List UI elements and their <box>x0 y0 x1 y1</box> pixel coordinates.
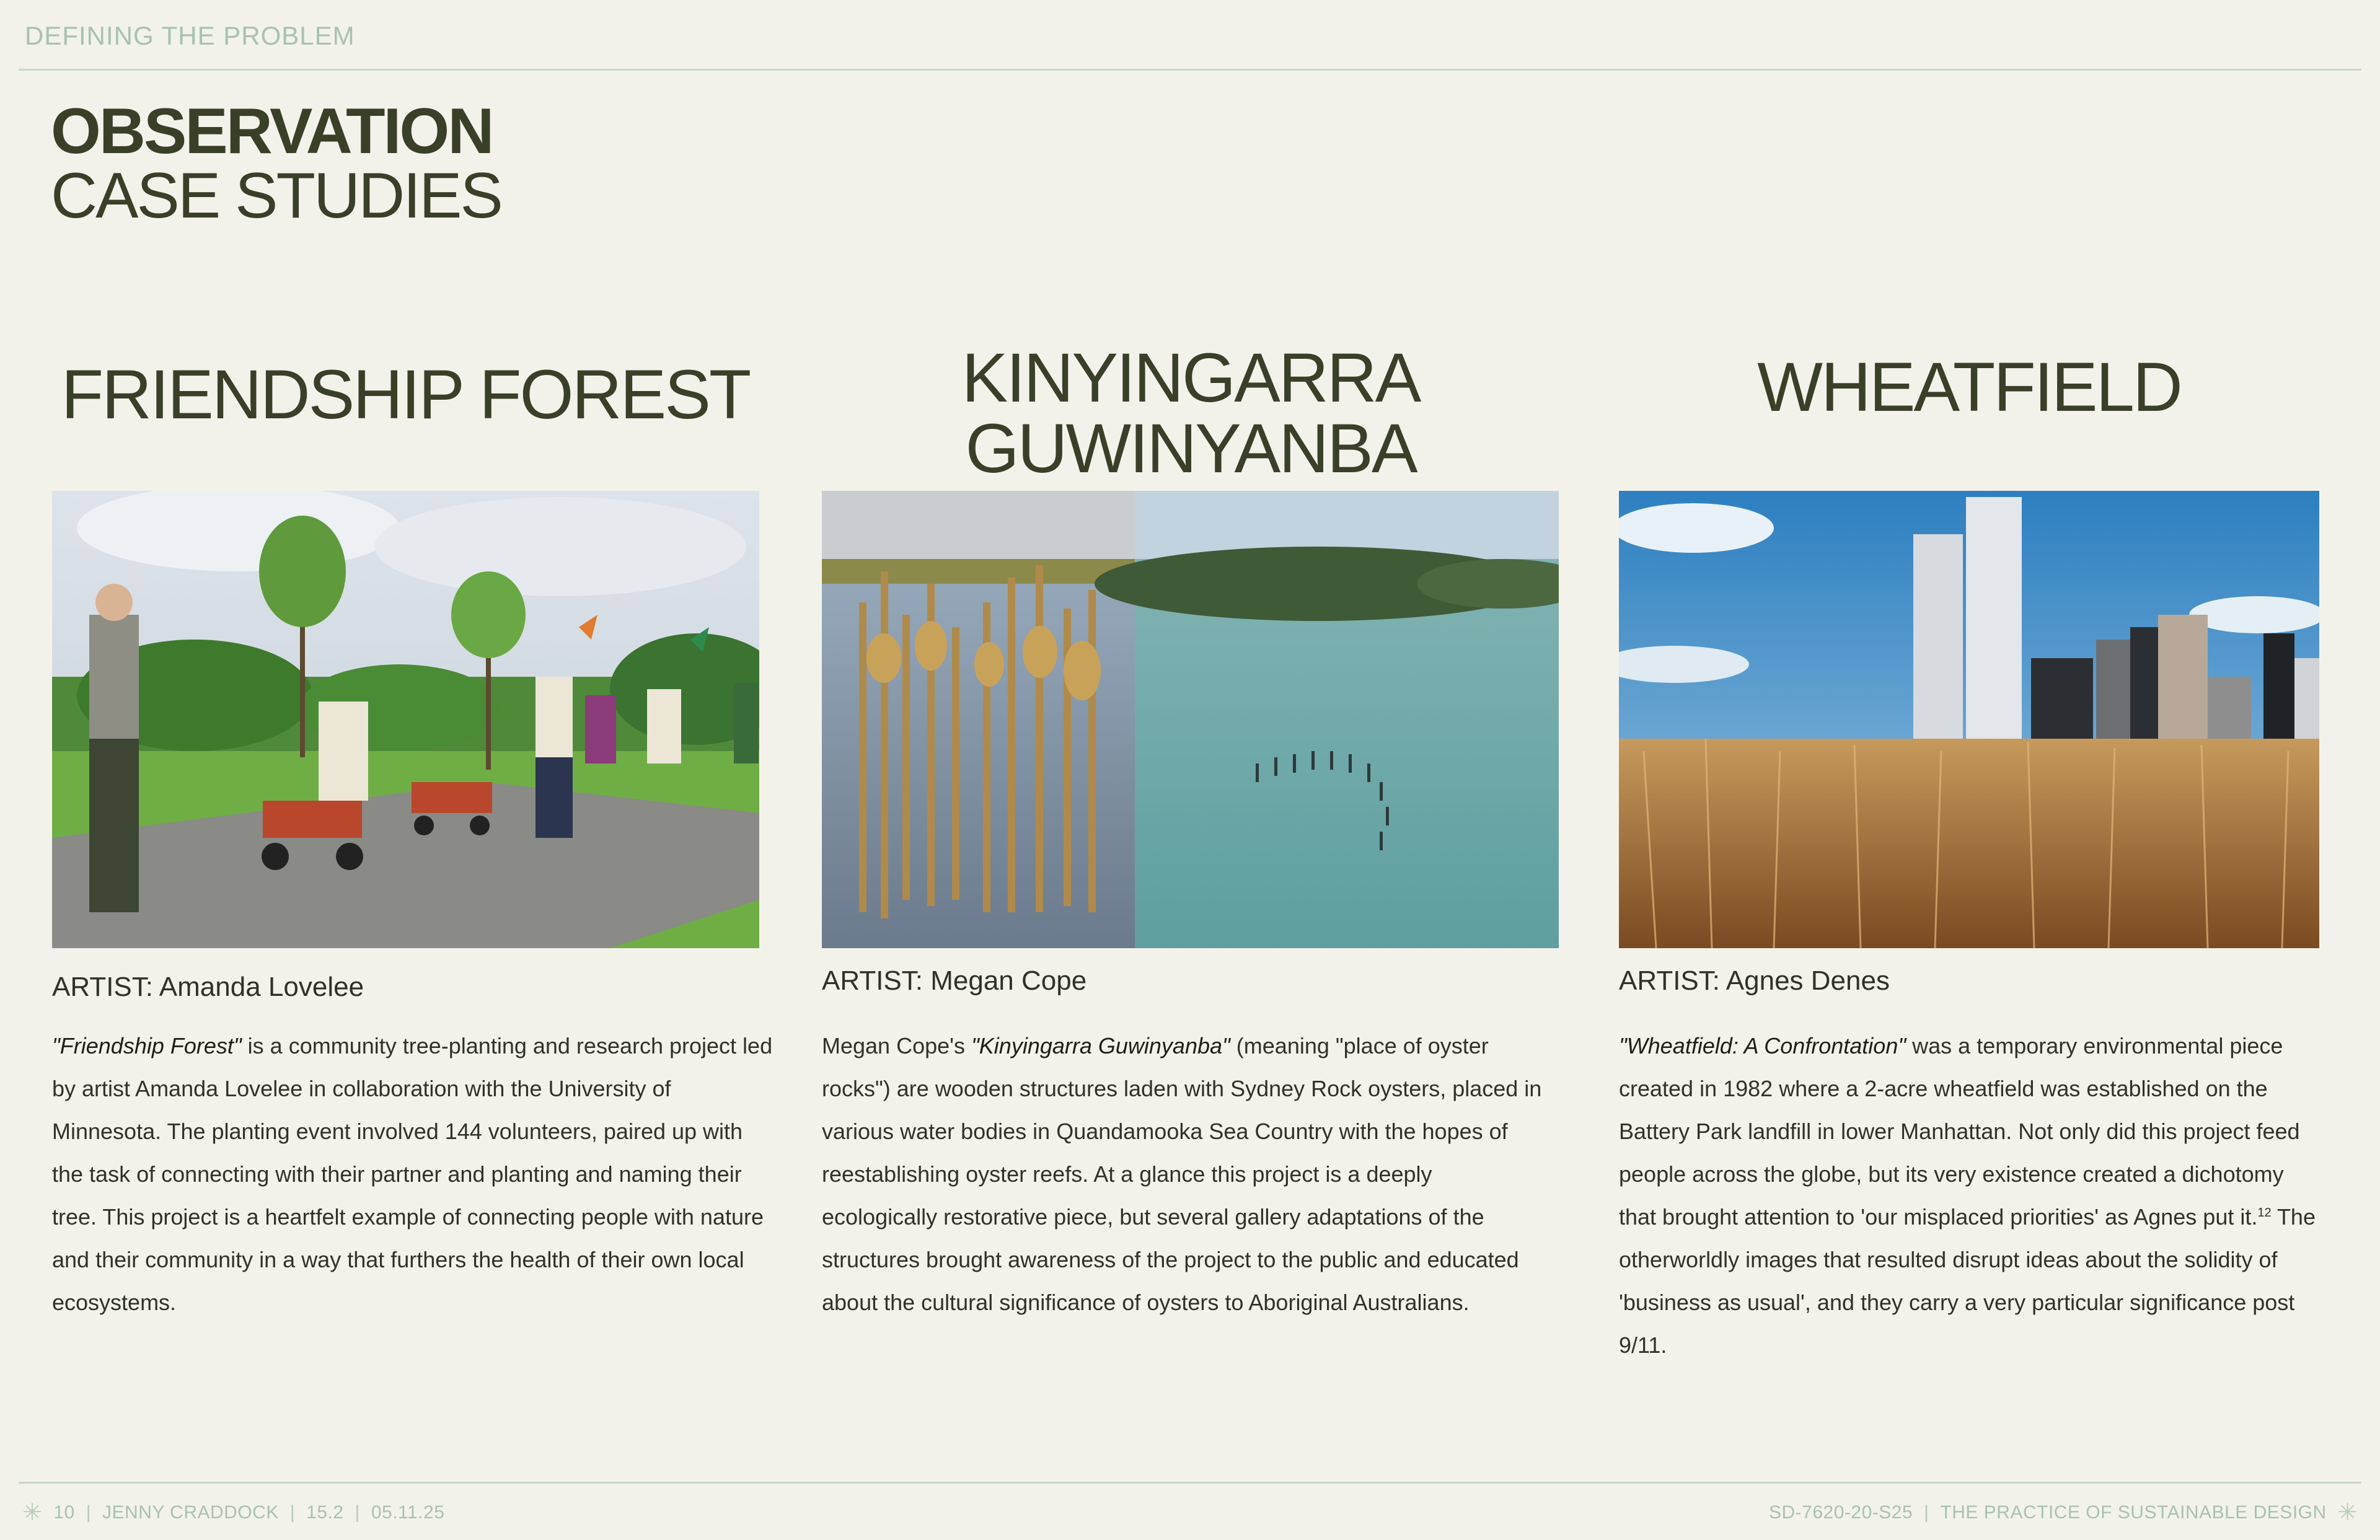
date: 05.11.25 <box>371 1502 445 1523</box>
star-icon: ✳ <box>22 1500 43 1526</box>
page-title-line-2: CASE STUDIES <box>51 160 501 232</box>
version: 15.2 <box>306 1502 344 1523</box>
divider: | <box>355 1502 360 1523</box>
wheatfield-photo <box>1619 491 2319 948</box>
friendship-forest-photo <box>52 491 759 948</box>
course-name: THE PRACTICE OF SUSTAINABLE DESIGN <box>1940 1502 2327 1523</box>
description-text: was a temporary environmental piece created in 1982 where a 2-acre wheatfield was established on the Battery Park landfill in lower Manhattan. Not only did this project feed people across the globe, but its very existence created a dichotomy that brought attention to 'our misplaced priorities' as Agnes put it. <box>1619 1033 2300 1230</box>
page-title-line-1: OBSERVATION <box>51 95 493 167</box>
divider: | <box>86 1502 92 1523</box>
case-title-kinyingarra-guwinyanba <box>822 339 1559 487</box>
description-text: (meaning "place of oyster rocks") are wooden structures laden with Sydney Rock oysters, placed in various water bodies in Quandamooka Sea Country with the hopes of reestablishing oyster reefs. At a glance this project is a deeply ecologically restorative piece, but several gallery adaptations of the structures brought awareness of the project to the public and educated about the cultural significance of oysters to Aboriginal Australians. <box>822 1033 1542 1315</box>
page-title <box>51 95 501 232</box>
artist-agnes-denes: ARTIST: Agnes Denes <box>1619 966 1890 996</box>
footnote-marker: 12 <box>2257 1206 2272 1220</box>
star-icon: ✳ <box>2337 1500 2358 1526</box>
description-text: is a community tree-planting and research project led by artist Amanda Lovelee in collaboration with the University of Minnesota. The planting event involved 144 volunteers, paired up with the task of connecting with their partner and planting and naming their tree. This project is a heartfelt example of connecting people with nature and their community in a way that furthers the health of their own local ecosystems. <box>52 1033 773 1315</box>
author-name: JENNY CRADDOCK <box>102 1502 279 1523</box>
work-title: "Friendship Forest" <box>52 1033 242 1058</box>
description-intro: Megan Cope's <box>822 1033 972 1058</box>
work-title: "Wheatfield: A Confrontation" <box>1619 1033 1906 1058</box>
wheatfield-description <box>1619 1024 2325 1366</box>
page-number: 10 <box>53 1502 75 1523</box>
divider: | <box>289 1502 296 1523</box>
divider: | <box>1924 1502 1929 1523</box>
course-code: SD-7620-20-S25 <box>1769 1502 1913 1523</box>
case-title-line-1: KINYINGARRA <box>961 339 1420 416</box>
case-title-friendship-forest: FRIENDSHIP FOREST <box>61 356 750 433</box>
description-text-continued: The otherworldly images that resulted disrupt ideas about the solidity of 'business as usual', and they carry a very particular significance post 9/11. <box>1619 1204 2316 1358</box>
header-divider <box>19 69 2361 71</box>
artist-amanda-lovelee: ARTIST: Amanda Lovelee <box>52 972 364 1002</box>
kinyingarra-guwinyanba-photo <box>822 491 1559 948</box>
case-title-wheatfield: WHEATFIELD <box>1757 348 2181 426</box>
section-label: DEFINING THE PROBLEM <box>25 21 355 50</box>
artist-megan-cope: ARTIST: Megan Cope <box>822 966 1087 996</box>
footer-left <box>22 1498 444 1526</box>
friendship-forest-description <box>52 1024 777 1324</box>
kinyingarra-guwinyanba-description <box>822 1024 1547 1324</box>
footer-right <box>1769 1498 2358 1526</box>
case-title-line-2: GUWINYANBA <box>965 410 1416 487</box>
work-title: "Kinyingarra Guwinyanba" <box>971 1033 1230 1058</box>
footer-divider <box>19 1482 2361 1484</box>
